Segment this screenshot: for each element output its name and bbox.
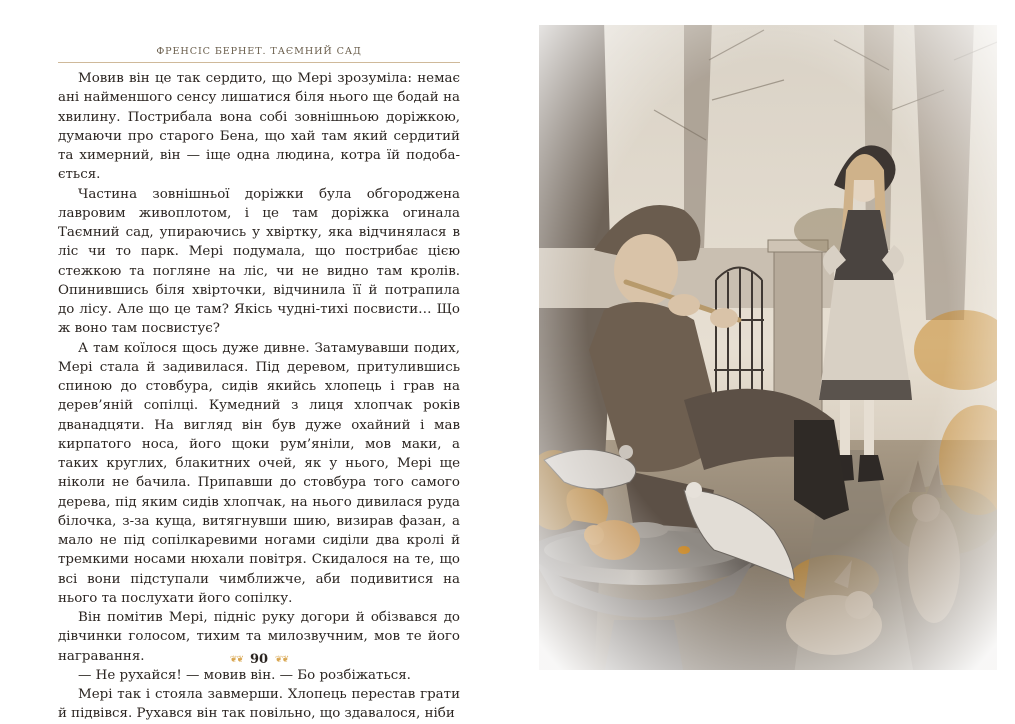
running-head-rule bbox=[58, 62, 460, 63]
leaf-ornament-icon: ❦❦ bbox=[229, 654, 243, 665]
running-head: ФРЕНСІС БЕРНЕТ. ТАЄМНИЙ САД bbox=[156, 46, 362, 57]
paragraph-1: Мовив він це так сердито, що Мері зрозуміла: немає ані найменшого сенсу лишатися біля нього ще бодай на хвилину. Пострибала вона собі зовнішньою доріжкою, думаючи про старого Бена, що хай там який сердитий та химерний, він — іще одна людина, котра їй подобається. bbox=[58, 71, 460, 183]
paragraph-2: Частина зовнішньої доріжки була обгороджена лавровим живоплотом, і це там доріжка огинала Таємний сад, упираючись у хвіртку, яка відчинялася в ліс чи то парк. Мері подумала, що пострибає цією стежкою та погляне на ліс, чи не видно там кролів. Опинившись біля хвірточки, відчинила її й потрапила до лісу. Але що це там? Якісь чудні-тихі посвисти… Що ж воно там посвистує? bbox=[58, 186, 460, 337]
illustration bbox=[534, 20, 1002, 675]
page-number: 90 bbox=[249, 652, 269, 667]
leaf-ornament-icon: ❦❦ bbox=[275, 654, 289, 665]
illustration-art bbox=[534, 20, 1002, 675]
page-folio bbox=[58, 652, 460, 667]
body-text bbox=[58, 69, 460, 724]
paragraph-5: — Не рухайся! — мовив він. — Бо розбіжаться. bbox=[78, 667, 411, 683]
paragraph-3: А там коїлося щось дуже дивне. Затамувавши подих, Мері стала й задивилася. Під деревом, притулившись спиною до стовбура, сидів якийсь хлопець і грав на дерев’яній сопілці. Кумедний з лиця хлопчак років дванадцяти. На вигляд він був дуже охайний і мав кирпатого носа, його щоки рум’яніли, мов маки, а таких круглих, блакитних очей, як у нього, Мері ще ніколи не бачила. Припавши до стовбура того самого дерева, під яким сидів хлопчак, на нього дивилася руда білочка, з-за куща, витягнувши шию, визирав фазан, а мало не під сопілкаревими ногами сиділи два кролі й тремкими носами нюхали повітря. Скидалося на те, що всі вони підступали чимближче, аби подивитися на нього та послухати його сопілку. bbox=[58, 340, 460, 606]
paragraph-4: Він помітив Мері, підніс руку догори й обізвався до дівчинки голосом, тихим та милозвучним, мов те його награвання. bbox=[58, 610, 460, 664]
paragraph-6: Мері так і стояла завмерши. Хлопець перестав грати й підвівся. Рухався він так повільно, що здавалося, ніби bbox=[58, 687, 460, 722]
right-page bbox=[510, 0, 1015, 700]
